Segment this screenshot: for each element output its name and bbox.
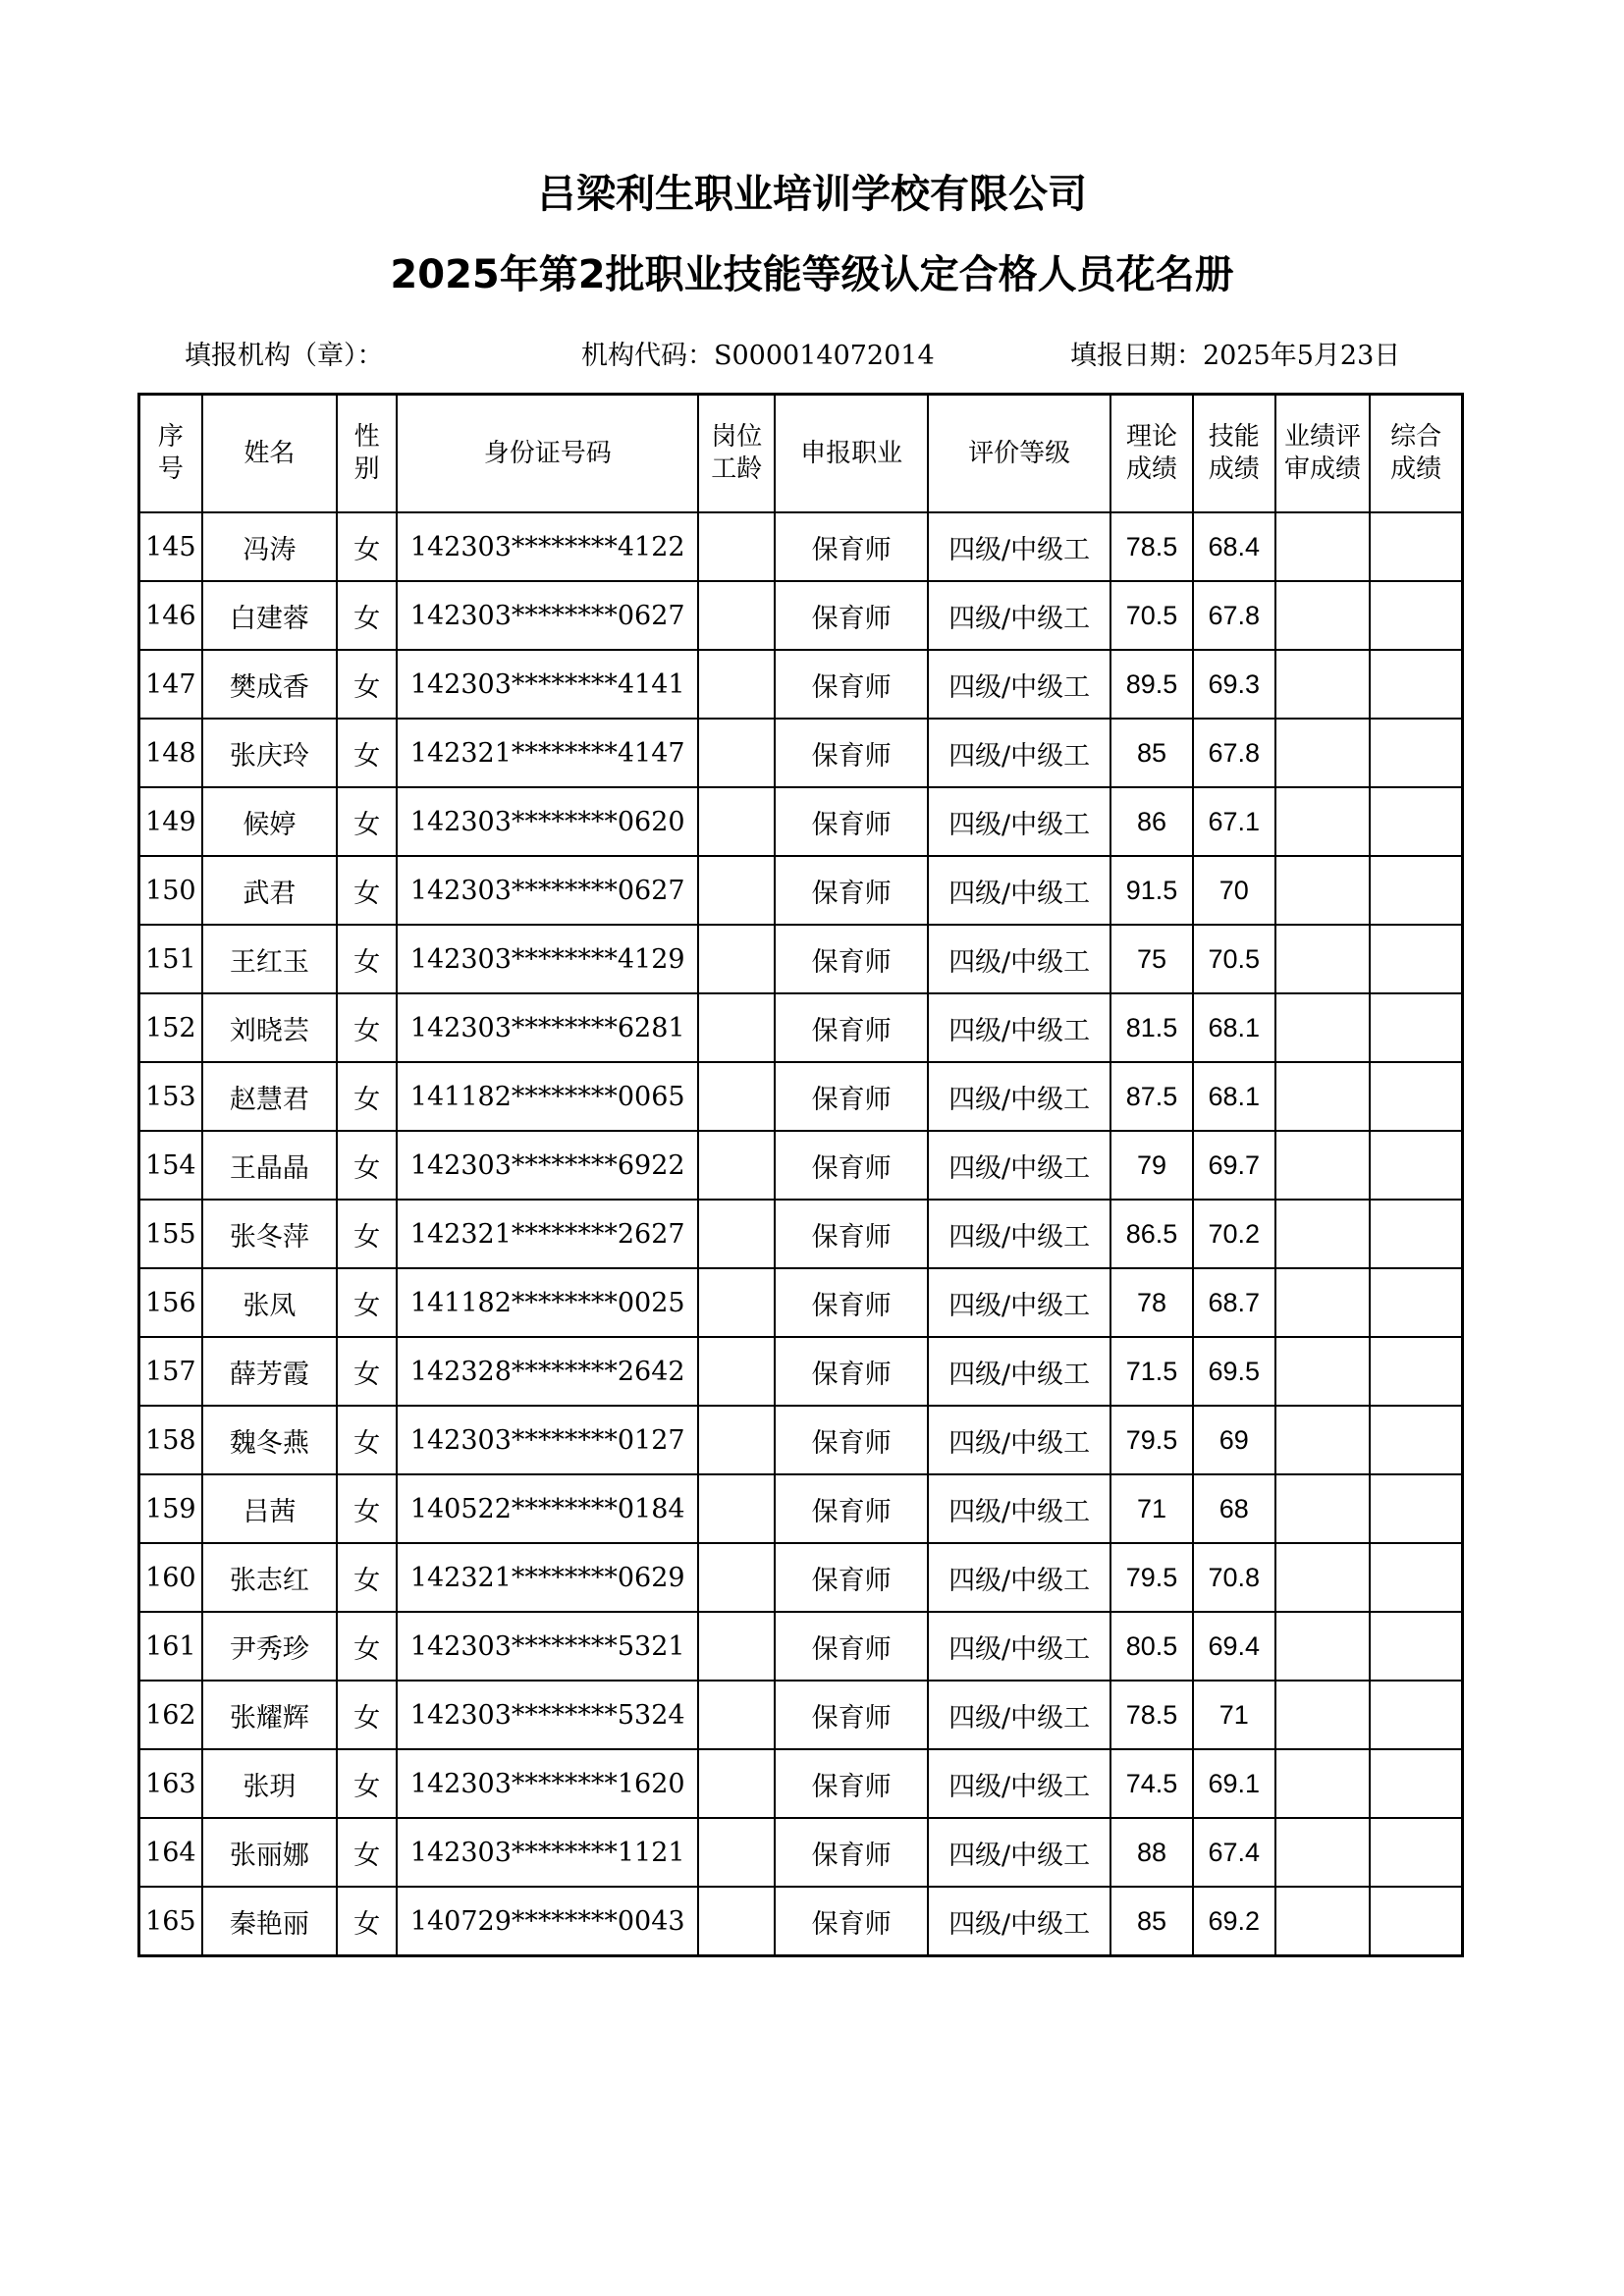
cell-overall: [1370, 1406, 1462, 1474]
cell-name: 张冬萍: [202, 1200, 337, 1268]
cell-theory: 78.5: [1110, 1681, 1192, 1749]
column-header-name: 姓名: [202, 395, 337, 513]
cell-tenure: [698, 1200, 775, 1268]
cell-level: 四级/中级工: [928, 512, 1111, 581]
column-header-seq: 序 号: [139, 395, 202, 513]
table-row: [139, 1406, 1463, 1474]
cell-id: 142321********0629: [397, 1543, 698, 1612]
cell-gender: 女: [337, 925, 397, 993]
cell-performance: [1275, 1268, 1370, 1337]
cell-id: 142303********1620: [397, 1749, 698, 1818]
cell-tenure: [698, 650, 775, 719]
cell-overall: [1370, 1612, 1462, 1681]
cell-name: 张凤: [202, 1268, 337, 1337]
cell-occupation: 保育师: [775, 856, 927, 925]
cell-gender: 女: [337, 1818, 397, 1887]
cell-skill: 68: [1193, 1474, 1275, 1543]
cell-occupation: 保育师: [775, 1543, 927, 1612]
cell-name: 张丽娜: [202, 1818, 337, 1887]
cell-occupation: 保育师: [775, 925, 927, 993]
column-header-performance: 业绩评 审成绩: [1275, 395, 1370, 513]
cell-theory: 74.5: [1110, 1749, 1192, 1818]
cell-performance: [1275, 787, 1370, 856]
document-subtitle: 2025年第2批职业技能等级认定合格人员花名册: [390, 252, 1234, 297]
cell-level: 四级/中级工: [928, 1749, 1111, 1818]
cell-seq: 158: [139, 1406, 202, 1474]
cell-seq: 147: [139, 650, 202, 719]
cell-seq: 164: [139, 1818, 202, 1887]
cell-overall: [1370, 1818, 1462, 1887]
cell-gender: 女: [337, 581, 397, 650]
cell-gender: 女: [337, 1543, 397, 1612]
cell-skill: 70.2: [1193, 1200, 1275, 1268]
cell-gender: 女: [337, 1681, 397, 1749]
cell-skill: 68.1: [1193, 993, 1275, 1062]
cell-skill: 67.8: [1193, 719, 1275, 787]
table-header-row: [139, 395, 1463, 513]
cell-overall: [1370, 993, 1462, 1062]
cell-performance: [1275, 581, 1370, 650]
cell-gender: 女: [337, 512, 397, 581]
cell-overall: [1370, 1474, 1462, 1543]
cell-occupation: 保育师: [775, 581, 927, 650]
cell-name: 樊成香: [202, 650, 337, 719]
cell-seq: 148: [139, 719, 202, 787]
cell-overall: [1370, 1337, 1462, 1406]
cell-overall: [1370, 581, 1462, 650]
table-row: [139, 1268, 1463, 1337]
cell-occupation: 保育师: [775, 650, 927, 719]
cell-occupation: 保育师: [775, 1749, 927, 1818]
cell-theory: 85: [1110, 719, 1192, 787]
cell-performance: [1275, 512, 1370, 581]
cell-tenure: [698, 787, 775, 856]
cell-id: 142303********4129: [397, 925, 698, 993]
cell-tenure: [698, 1612, 775, 1681]
column-header-gender: 性 别: [337, 395, 397, 513]
cell-performance: [1275, 1131, 1370, 1200]
cell-theory: 86.5: [1110, 1200, 1192, 1268]
cell-skill: 69.5: [1193, 1337, 1275, 1406]
cell-skill: 69: [1193, 1406, 1275, 1474]
cell-level: 四级/中级工: [928, 1681, 1111, 1749]
cell-id: 140729********0043: [397, 1887, 698, 1956]
roster-table: [137, 393, 1464, 1957]
cell-gender: 女: [337, 1474, 397, 1543]
cell-gender: 女: [337, 1337, 397, 1406]
cell-performance: [1275, 1749, 1370, 1818]
cell-occupation: 保育师: [775, 512, 927, 581]
table-row: [139, 1474, 1463, 1543]
cell-name: 候婷: [202, 787, 337, 856]
cell-overall: [1370, 1268, 1462, 1337]
cell-occupation: 保育师: [775, 1406, 927, 1474]
table-row: [139, 1543, 1463, 1612]
cell-id: 140522********0184: [397, 1474, 698, 1543]
cell-occupation: 保育师: [775, 1131, 927, 1200]
column-header-occupation: 申报职业: [775, 395, 927, 513]
cell-performance: [1275, 1406, 1370, 1474]
cell-occupation: 保育师: [775, 1612, 927, 1681]
cell-occupation: 保育师: [775, 1268, 927, 1337]
report-date-label: 填报日期：2025年5月23日: [1070, 341, 1401, 371]
cell-skill: 70: [1193, 856, 1275, 925]
column-header-overall: 综合 成绩: [1370, 395, 1462, 513]
cell-performance: [1275, 856, 1370, 925]
cell-theory: 79: [1110, 1131, 1192, 1200]
cell-tenure: [698, 1887, 775, 1956]
cell-level: 四级/中级工: [928, 925, 1111, 993]
cell-id: 142303********4122: [397, 512, 698, 581]
cell-gender: 女: [337, 993, 397, 1062]
cell-skill: 70.8: [1193, 1543, 1275, 1612]
cell-tenure: [698, 719, 775, 787]
cell-theory: 79.5: [1110, 1543, 1192, 1612]
table-row: [139, 512, 1463, 581]
cell-theory: 86: [1110, 787, 1192, 856]
cell-seq: 149: [139, 787, 202, 856]
cell-name: 张志红: [202, 1543, 337, 1612]
table-row: [139, 1612, 1463, 1681]
org-label: 填报机构（章）：: [185, 341, 384, 371]
cell-name: 魏冬燕: [202, 1406, 337, 1474]
cell-level: 四级/中级工: [928, 787, 1111, 856]
cell-occupation: 保育师: [775, 1818, 927, 1887]
cell-theory: 71: [1110, 1474, 1192, 1543]
cell-performance: [1275, 1474, 1370, 1543]
cell-id: 142328********2642: [397, 1337, 698, 1406]
cell-level: 四级/中级工: [928, 1268, 1111, 1337]
cell-occupation: 保育师: [775, 1337, 927, 1406]
cell-name: 白建蓉: [202, 581, 337, 650]
cell-gender: 女: [337, 787, 397, 856]
table-row: [139, 650, 1463, 719]
column-header-level: 评价等级: [928, 395, 1111, 513]
table-row: [139, 925, 1463, 993]
cell-seq: 155: [139, 1200, 202, 1268]
table-row: [139, 1200, 1463, 1268]
cell-skill: 71: [1193, 1681, 1275, 1749]
table-row: [139, 581, 1463, 650]
cell-tenure: [698, 1818, 775, 1887]
cell-seq: 162: [139, 1681, 202, 1749]
cell-name: 张耀辉: [202, 1681, 337, 1749]
cell-seq: 150: [139, 856, 202, 925]
cell-theory: 78.5: [1110, 512, 1192, 581]
cell-id: 141182********0025: [397, 1268, 698, 1337]
cell-tenure: [698, 1337, 775, 1406]
cell-occupation: 保育师: [775, 1474, 927, 1543]
cell-skill: 67.4: [1193, 1818, 1275, 1887]
cell-tenure: [698, 581, 775, 650]
cell-level: 四级/中级工: [928, 1612, 1111, 1681]
table-row: [139, 856, 1463, 925]
cell-id: 142303********0627: [397, 856, 698, 925]
cell-level: 四级/中级工: [928, 1543, 1111, 1612]
cell-performance: [1275, 1612, 1370, 1681]
cell-gender: 女: [337, 650, 397, 719]
cell-level: 四级/中级工: [928, 1887, 1111, 1956]
cell-performance: [1275, 993, 1370, 1062]
cell-overall: [1370, 1543, 1462, 1612]
cell-level: 四级/中级工: [928, 719, 1111, 787]
cell-tenure: [698, 1681, 775, 1749]
cell-tenure: [698, 1406, 775, 1474]
column-header-id: 身份证号码: [397, 395, 698, 513]
table-row: [139, 787, 1463, 856]
cell-id: 142321********4147: [397, 719, 698, 787]
cell-gender: 女: [337, 1612, 397, 1681]
cell-overall: [1370, 856, 1462, 925]
cell-id: 142303********1121: [397, 1818, 698, 1887]
cell-theory: 79.5: [1110, 1406, 1192, 1474]
cell-seq: 159: [139, 1474, 202, 1543]
cell-performance: [1275, 1681, 1370, 1749]
cell-performance: [1275, 1887, 1370, 1956]
cell-level: 四级/中级工: [928, 650, 1111, 719]
cell-seq: 160: [139, 1543, 202, 1612]
cell-level: 四级/中级工: [928, 1406, 1111, 1474]
cell-tenure: [698, 1543, 775, 1612]
cell-seq: 157: [139, 1337, 202, 1406]
cell-performance: [1275, 1818, 1370, 1887]
cell-theory: 85: [1110, 1887, 1192, 1956]
cell-name: 武君: [202, 856, 337, 925]
cell-theory: 75: [1110, 925, 1192, 993]
cell-id: 142303********4141: [397, 650, 698, 719]
cell-overall: [1370, 1131, 1462, 1200]
cell-id: 141182********0065: [397, 1062, 698, 1131]
cell-gender: 女: [337, 1062, 397, 1131]
cell-id: 142303********6922: [397, 1131, 698, 1200]
cell-skill: 68.1: [1193, 1062, 1275, 1131]
cell-seq: 145: [139, 512, 202, 581]
column-header-tenure: 岗位 工龄: [698, 395, 775, 513]
cell-theory: 91.5: [1110, 856, 1192, 925]
cell-name: 王红玉: [202, 925, 337, 993]
cell-skill: 68.7: [1193, 1268, 1275, 1337]
cell-performance: [1275, 925, 1370, 993]
table-row: [139, 1818, 1463, 1887]
cell-gender: 女: [337, 856, 397, 925]
cell-occupation: 保育师: [775, 993, 927, 1062]
cell-level: 四级/中级工: [928, 1474, 1111, 1543]
cell-seq: 152: [139, 993, 202, 1062]
cell-name: 吕茜: [202, 1474, 337, 1543]
cell-skill: 68.4: [1193, 512, 1275, 581]
cell-overall: [1370, 512, 1462, 581]
cell-level: 四级/中级工: [928, 1062, 1111, 1131]
cell-performance: [1275, 1062, 1370, 1131]
cell-seq: 165: [139, 1887, 202, 1956]
cell-performance: [1275, 1543, 1370, 1612]
cell-occupation: 保育师: [775, 787, 927, 856]
cell-name: 冯涛: [202, 512, 337, 581]
cell-gender: 女: [337, 1749, 397, 1818]
cell-name: 薛芳霞: [202, 1337, 337, 1406]
cell-name: 张庆玲: [202, 719, 337, 787]
column-header-skill: 技能 成绩: [1193, 395, 1275, 513]
cell-level: 四级/中级工: [928, 993, 1111, 1062]
cell-seq: 153: [139, 1062, 202, 1131]
cell-skill: 67.8: [1193, 581, 1275, 650]
cell-tenure: [698, 1131, 775, 1200]
cell-level: 四级/中级工: [928, 856, 1111, 925]
cell-overall: [1370, 1200, 1462, 1268]
cell-tenure: [698, 1268, 775, 1337]
cell-gender: 女: [337, 1406, 397, 1474]
cell-tenure: [698, 993, 775, 1062]
table-row: [139, 1131, 1463, 1200]
cell-occupation: 保育师: [775, 1062, 927, 1131]
cell-theory: 81.5: [1110, 993, 1192, 1062]
cell-theory: 87.5: [1110, 1062, 1192, 1131]
cell-id: 142303********5321: [397, 1612, 698, 1681]
cell-theory: 88: [1110, 1818, 1192, 1887]
cell-gender: 女: [337, 1131, 397, 1200]
cell-theory: 78: [1110, 1268, 1192, 1337]
column-header-theory: 理论 成绩: [1110, 395, 1192, 513]
cell-name: 赵慧君: [202, 1062, 337, 1131]
cell-id: 142303********0627: [397, 581, 698, 650]
cell-skill: 69.1: [1193, 1749, 1275, 1818]
cell-overall: [1370, 925, 1462, 993]
cell-name: 张玥: [202, 1749, 337, 1818]
cell-level: 四级/中级工: [928, 1818, 1111, 1887]
cell-skill: 70.5: [1193, 925, 1275, 993]
table-row: [139, 1887, 1463, 1956]
cell-performance: [1275, 1337, 1370, 1406]
cell-gender: 女: [337, 1887, 397, 1956]
cell-id: 142303********0620: [397, 787, 698, 856]
cell-id: 142303********0127: [397, 1406, 698, 1474]
cell-theory: 71.5: [1110, 1337, 1192, 1406]
cell-overall: [1370, 719, 1462, 787]
cell-overall: [1370, 1749, 1462, 1818]
cell-gender: 女: [337, 719, 397, 787]
cell-occupation: 保育师: [775, 1681, 927, 1749]
cell-overall: [1370, 650, 1462, 719]
cell-occupation: 保育师: [775, 1200, 927, 1268]
table-row: [139, 993, 1463, 1062]
cell-seq: 146: [139, 581, 202, 650]
cell-name: 秦艳丽: [202, 1887, 337, 1956]
cell-skill: 67.1: [1193, 787, 1275, 856]
cell-performance: [1275, 650, 1370, 719]
cell-level: 四级/中级工: [928, 581, 1111, 650]
cell-seq: 163: [139, 1749, 202, 1818]
cell-level: 四级/中级工: [928, 1131, 1111, 1200]
cell-occupation: 保育师: [775, 1887, 927, 1956]
cell-theory: 80.5: [1110, 1612, 1192, 1681]
cell-level: 四级/中级工: [928, 1200, 1111, 1268]
cell-seq: 151: [139, 925, 202, 993]
cell-gender: 女: [337, 1200, 397, 1268]
cell-overall: [1370, 1681, 1462, 1749]
cell-name: 王晶晶: [202, 1131, 337, 1200]
cell-tenure: [698, 1474, 775, 1543]
cell-name: 刘晓芸: [202, 993, 337, 1062]
table-row: [139, 1062, 1463, 1131]
table-row: [139, 719, 1463, 787]
cell-tenure: [698, 512, 775, 581]
cell-performance: [1275, 1200, 1370, 1268]
cell-skill: 69.4: [1193, 1612, 1275, 1681]
cell-tenure: [698, 925, 775, 993]
org-code-label: 机构代码：S000014072014: [581, 341, 935, 371]
table-row: [139, 1681, 1463, 1749]
table-row: [139, 1749, 1463, 1818]
cell-skill: 69.3: [1193, 650, 1275, 719]
cell-id: 142321********2627: [397, 1200, 698, 1268]
cell-occupation: 保育师: [775, 719, 927, 787]
cell-skill: 69.2: [1193, 1887, 1275, 1956]
cell-overall: [1370, 1062, 1462, 1131]
cell-gender: 女: [337, 1268, 397, 1337]
cell-level: 四级/中级工: [928, 1337, 1111, 1406]
table-row: [139, 1337, 1463, 1406]
cell-skill: 69.7: [1193, 1131, 1275, 1200]
cell-id: 142303********5324: [397, 1681, 698, 1749]
cell-seq: 156: [139, 1268, 202, 1337]
cell-id: 142303********6281: [397, 993, 698, 1062]
table-body: [139, 512, 1463, 1956]
cell-theory: 89.5: [1110, 650, 1192, 719]
cell-name: 尹秀珍: [202, 1612, 337, 1681]
cell-performance: [1275, 719, 1370, 787]
cell-theory: 70.5: [1110, 581, 1192, 650]
cell-tenure: [698, 856, 775, 925]
cell-overall: [1370, 787, 1462, 856]
cell-tenure: [698, 1062, 775, 1131]
cell-seq: 161: [139, 1612, 202, 1681]
cell-seq: 154: [139, 1131, 202, 1200]
cell-tenure: [698, 1749, 775, 1818]
cell-overall: [1370, 1887, 1462, 1956]
document-title: 吕梁利生职业培训学校有限公司: [537, 172, 1087, 217]
